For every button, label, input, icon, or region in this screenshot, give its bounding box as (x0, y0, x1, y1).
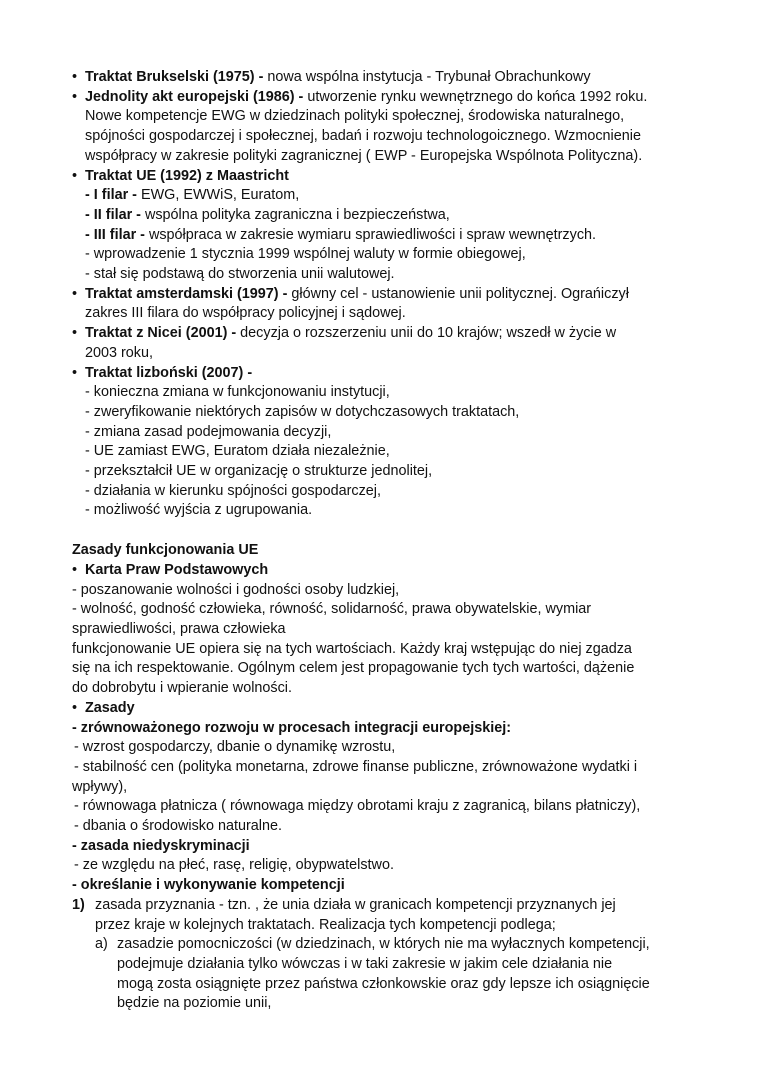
subheading: - zasada niedyskryminacji (72, 837, 250, 854)
list-item-traktat-lizbonski: • Traktat lizboński (2007) - (72, 364, 700, 384)
text-line: funkcjonowanie UE opiera się na tych wartościach. Każdy kraj wstępując do niej zgadza (72, 640, 632, 657)
text-line: - przekształcił UE w organizację o strukturze jednolitej, (85, 463, 433, 480)
text-line: 2003 roku, (85, 344, 154, 361)
text-line: do dobrobytu i wpieranie wolności. (72, 680, 292, 697)
text-line: - równowaga płatnicza ( równowaga między obrotami kraju z zagranicą, bilans płatniczy), (74, 798, 641, 815)
text-line: wpływy), (72, 778, 128, 795)
text-line: zakres III filara do współpracy policyjnej i sądowej. (85, 305, 406, 322)
list-item-zasady: • Zasady (72, 699, 700, 719)
text-line: się na ich respektowanie. Ogólnym celem jest propagowanie tych tych wartości, dążenie (72, 660, 635, 677)
text-line: - zmiana zasad podejmowania decyzji, (85, 423, 332, 440)
text-line: - ze względu na płeć, rasę, religię, obypwatelstwo. (74, 857, 394, 874)
list-marker: a) (95, 936, 108, 953)
text-line: - wzrost gospodarczy, dbanie o dynamikę wzrostu, (74, 739, 396, 756)
text-line: spójności gospodarczej i społecznej, badań i rozwoju technologoicznego. Wzmocnienie (85, 128, 641, 145)
text-line: - wprowadzenie 1 stycznia 1999 wspólnej waluty w formie obiegowej, (85, 246, 526, 263)
list-item-karta: • Karta Praw Podstawowych (72, 561, 700, 581)
text-line: podejmuje działania tylko wówczas i w taki zakresie w jakim cele działania nie (117, 955, 613, 972)
text-line: będzie na poziomie unii, (117, 995, 272, 1012)
text-line: - zweryfikowanie niektórych zapisów w dotychczasowych traktatach, (85, 403, 520, 420)
text-line: - działania w kierunku spójności gospodarczej, (85, 482, 381, 499)
text-line-filar-2: - II filar - wspólna polityka zagraniczna i bezpieczeństwa, (85, 206, 450, 223)
list-item-traktat-amsterdamski: • Traktat amsterdamski (1997) - główny cel - ustanowienie unii politycznej. Ograńiczył (72, 285, 700, 305)
list-marker: 1) (72, 896, 85, 913)
text-line: sprawiedliwości, prawa człowieka (72, 620, 286, 637)
list-item-traktat-nicea: • Traktat z Nicei (2001) - decyzja o rozszerzeniu unii do 10 krajów; wszedł w życie w (72, 324, 700, 344)
text-line: - konieczna zmiana w funkcjonowaniu instytucji, (85, 384, 390, 401)
subheading: - określanie i wykonywanie kompetencji (72, 877, 345, 894)
text-line: - poszanowanie wolności i godności osoby ludzkiej, (72, 581, 400, 598)
text-line: - wolność, godność człowieka, równość, solidarność, prawa obywatelskie, wymiar (72, 601, 592, 618)
numbered-item-1: 1) zasada przyznania - tzn. , że unia działa w granicach kompetencji przyznanych jej (72, 896, 700, 916)
text-line-filar-1: - I filar - EWG, EWWiS, Euratom, (85, 187, 300, 204)
text-line: współpracy w zakresie polityki zagranicznej ( EWP - Europejska Wspólnota Polityczna). (85, 147, 643, 164)
text-line: Nowe kompetencje EWG w dziedzinach polityki społecznej, środowiska naturalnego, (85, 108, 625, 125)
text-line: - możliwość wyjścia z ugrupowania. (85, 502, 313, 519)
text-line: - dbania o środowisko naturalne. (74, 818, 282, 835)
text-line: przez kraje w kolejnych traktatach. Realizacja tych kompetencji podlega; (95, 916, 556, 933)
section-heading: Zasady funkcjonowania UE (72, 542, 259, 559)
text-line: - stał się podstawą do stworzenia unii walutowej. (85, 266, 395, 283)
text-line: mogą zosta osiągnięte przez państwa członkowskie oraz gdy lepsze ich osiągnięcie (117, 975, 650, 992)
subheading: - zrównoważonego rozwoju w procesach integracji europejskiej: (72, 719, 511, 736)
text-line: - UE zamiast EWG, Euratom działa niezależnie, (85, 443, 390, 460)
list-item-traktat-maastricht: • Traktat UE (1992) z Maastricht (72, 167, 700, 187)
text-line-filar-3: - III filar - współpraca w zakresie wymiaru sprawiedliwości i spraw wewnętrzych. (85, 226, 597, 243)
list-item-traktat-brukselski: • Traktat Brukselski (1975) - nowa wspólna instytucja - Trybunał Obrachunkowy (72, 68, 700, 88)
list-item-jednolity-akt: • Jednolity akt europejski (1986) - utworzenie rynku wewnętrznego do końca 1992 roku. (72, 88, 700, 108)
lettered-item-a: a) zasadzie pomocniczości (w dziedzinach, w których nie ma wyłacznych kompetencji, (72, 935, 700, 955)
text-line: - stabilność cen (polityka monetarna, zdrowe finanse publiczne, zrównoważone wydatki i (74, 758, 638, 775)
spacer (72, 521, 700, 541)
